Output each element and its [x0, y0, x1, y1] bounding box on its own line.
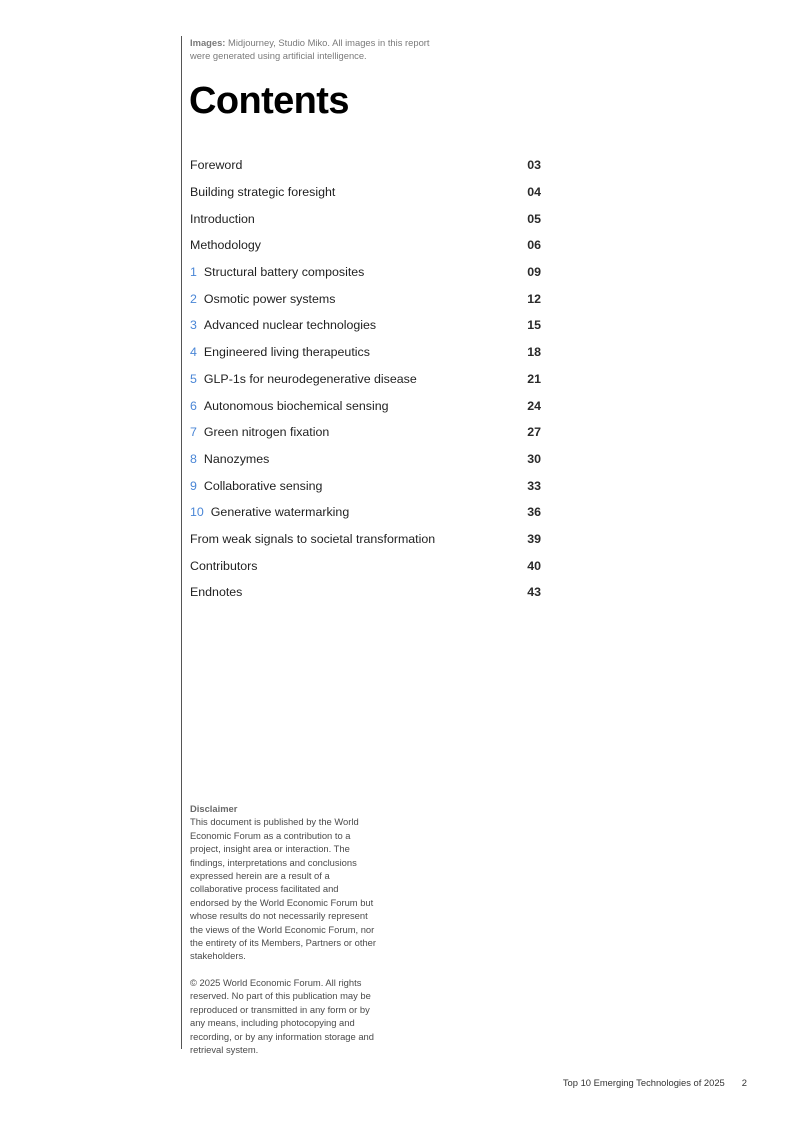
- toc-entry-number: 2: [190, 291, 197, 306]
- toc-entry-title: [190, 318, 376, 332]
- toc-entry[interactable]: [190, 339, 541, 366]
- toc-entry-number: 1: [190, 265, 197, 280]
- toc-entry[interactable]: [190, 232, 541, 259]
- copyright-notice: © 2025 World Economic Forum. All rights reserved. No part of this publication may be reproduced or transmitted in any form or by any means, including photocopying and recording, or by any information storage and retrieval system.: [190, 976, 374, 1055]
- toc-entry-label: Building strategic foresight: [190, 185, 336, 200]
- toc-entry-page: 27: [527, 425, 541, 440]
- footer-page-number: 2: [741, 1077, 747, 1088]
- toc-entry-number: 10: [190, 505, 204, 520]
- toc-entry-title: [190, 532, 435, 546]
- toc-entry[interactable]: [190, 446, 541, 473]
- toc-entry[interactable]: [190, 152, 541, 179]
- toc-entry[interactable]: [190, 312, 541, 339]
- toc-entry-label: Engineered living therapeutics: [203, 345, 370, 360]
- toc-entry-page: 40: [527, 558, 541, 573]
- toc-entry-page: 12: [527, 291, 541, 306]
- toc-entry-number: 3: [190, 318, 197, 333]
- vertical-rule: [181, 36, 182, 1049]
- toc-entry[interactable]: [190, 392, 541, 419]
- toc-entry-label: Generative watermarking: [210, 505, 350, 520]
- toc-entry-title: [190, 585, 242, 599]
- toc-entry-page: 03: [527, 158, 541, 173]
- toc-entry-title: [190, 372, 417, 386]
- toc-entry-label: Structural battery composites: [203, 265, 365, 280]
- toc-entry-title: [190, 185, 335, 199]
- toc-entry-label: Endnotes: [190, 585, 243, 600]
- footer-document-title: Top 10 Emerging Technologies of 2025: [562, 1077, 725, 1088]
- toc-entry-title: [190, 265, 364, 279]
- toc-entry[interactable]: [190, 419, 541, 446]
- toc-entry-title: [190, 238, 261, 252]
- toc-entry-label: Osmotic power systems: [203, 291, 336, 306]
- toc-entry-title: [190, 158, 242, 172]
- toc-entry-page: 24: [527, 398, 541, 413]
- toc-entry-title: [190, 425, 329, 439]
- toc-entry-number: 9: [190, 478, 197, 493]
- toc-entry[interactable]: [190, 499, 541, 526]
- toc-entry-title: [190, 345, 370, 359]
- toc-entry-page: 39: [527, 531, 541, 546]
- toc-entry[interactable]: [190, 552, 541, 579]
- toc-entry[interactable]: [190, 205, 541, 232]
- toc-entry-number: 5: [190, 371, 197, 386]
- image-credits-text: Midjourney, Studio Miko. All images in this report were generated using artificial intelligence.: [190, 37, 430, 61]
- toc-entry-label: Contributors: [190, 558, 258, 573]
- page-footer: [563, 1077, 747, 1088]
- toc-entry-page: 36: [527, 505, 541, 520]
- toc-entry-page: 18: [527, 345, 541, 360]
- page-title: Contents: [189, 80, 349, 122]
- toc-entry[interactable]: [190, 179, 541, 206]
- toc-entry-page: 06: [527, 238, 541, 253]
- toc-entry-title: [190, 212, 255, 226]
- toc-entry-label: Introduction: [190, 211, 255, 226]
- toc-entry-number: 8: [190, 451, 197, 466]
- toc-entry-label: Advanced nuclear technologies: [203, 318, 377, 333]
- toc-entry-title: [190, 559, 258, 573]
- toc-entry-label: Autonomous biochemical sensing: [203, 398, 389, 413]
- toc-entry-title: [190, 505, 349, 519]
- disclaimer-section: [190, 802, 390, 1056]
- toc-entry-page: 05: [527, 211, 541, 226]
- toc-entry-label: Foreword: [190, 158, 243, 173]
- toc-entry-label: From weak signals to societal transformation: [190, 531, 436, 546]
- toc-entry-title: [190, 399, 389, 413]
- image-credits: [190, 36, 430, 62]
- toc-entry-page: 09: [527, 265, 541, 280]
- toc-entry-label: Green nitrogen fixation: [203, 425, 330, 440]
- table-of-contents: [190, 152, 541, 606]
- disclaimer-heading: Disclaimer: [190, 803, 238, 814]
- toc-entry-title: [190, 292, 335, 306]
- disclaimer-body: This document is published by the World Economic Forum as a contribution to a project, insight area or interaction. The findings, interpretations and conclusions expressed herein are a result of a collaborative process facilitated and endorsed by the World Economic Forum but whose results do not necessarily represent the views of the World Economic Forum, nor the entirety of its Members, Partners or other stakeholders.: [190, 816, 377, 962]
- toc-entry-label: Nanozymes: [203, 451, 270, 466]
- toc-entry[interactable]: [190, 285, 541, 312]
- toc-entry-title: [190, 452, 269, 466]
- toc-entry-number: 4: [190, 345, 197, 360]
- toc-entry-page: 43: [527, 585, 541, 600]
- toc-entry-number: 6: [190, 398, 197, 413]
- toc-entry-title: [190, 479, 322, 493]
- image-credits-label: Images:: [190, 37, 226, 48]
- toc-entry-number: 7: [190, 425, 197, 440]
- toc-entry-label: Collaborative sensing: [203, 478, 323, 493]
- toc-entry[interactable]: [190, 526, 541, 553]
- toc-entry-page: 30: [527, 451, 541, 466]
- toc-entry-page: 33: [527, 478, 541, 493]
- toc-entry[interactable]: [190, 366, 541, 393]
- toc-entry-label: Methodology: [190, 238, 261, 253]
- toc-entry-page: 21: [527, 371, 541, 386]
- toc-entry-label: GLP-1s for neurodegenerative disease: [203, 371, 417, 386]
- toc-entry[interactable]: [190, 472, 541, 499]
- toc-entry-page: 15: [527, 318, 541, 333]
- toc-entry[interactable]: [190, 579, 541, 606]
- toc-entry[interactable]: [190, 259, 541, 286]
- toc-entry-page: 04: [527, 185, 541, 200]
